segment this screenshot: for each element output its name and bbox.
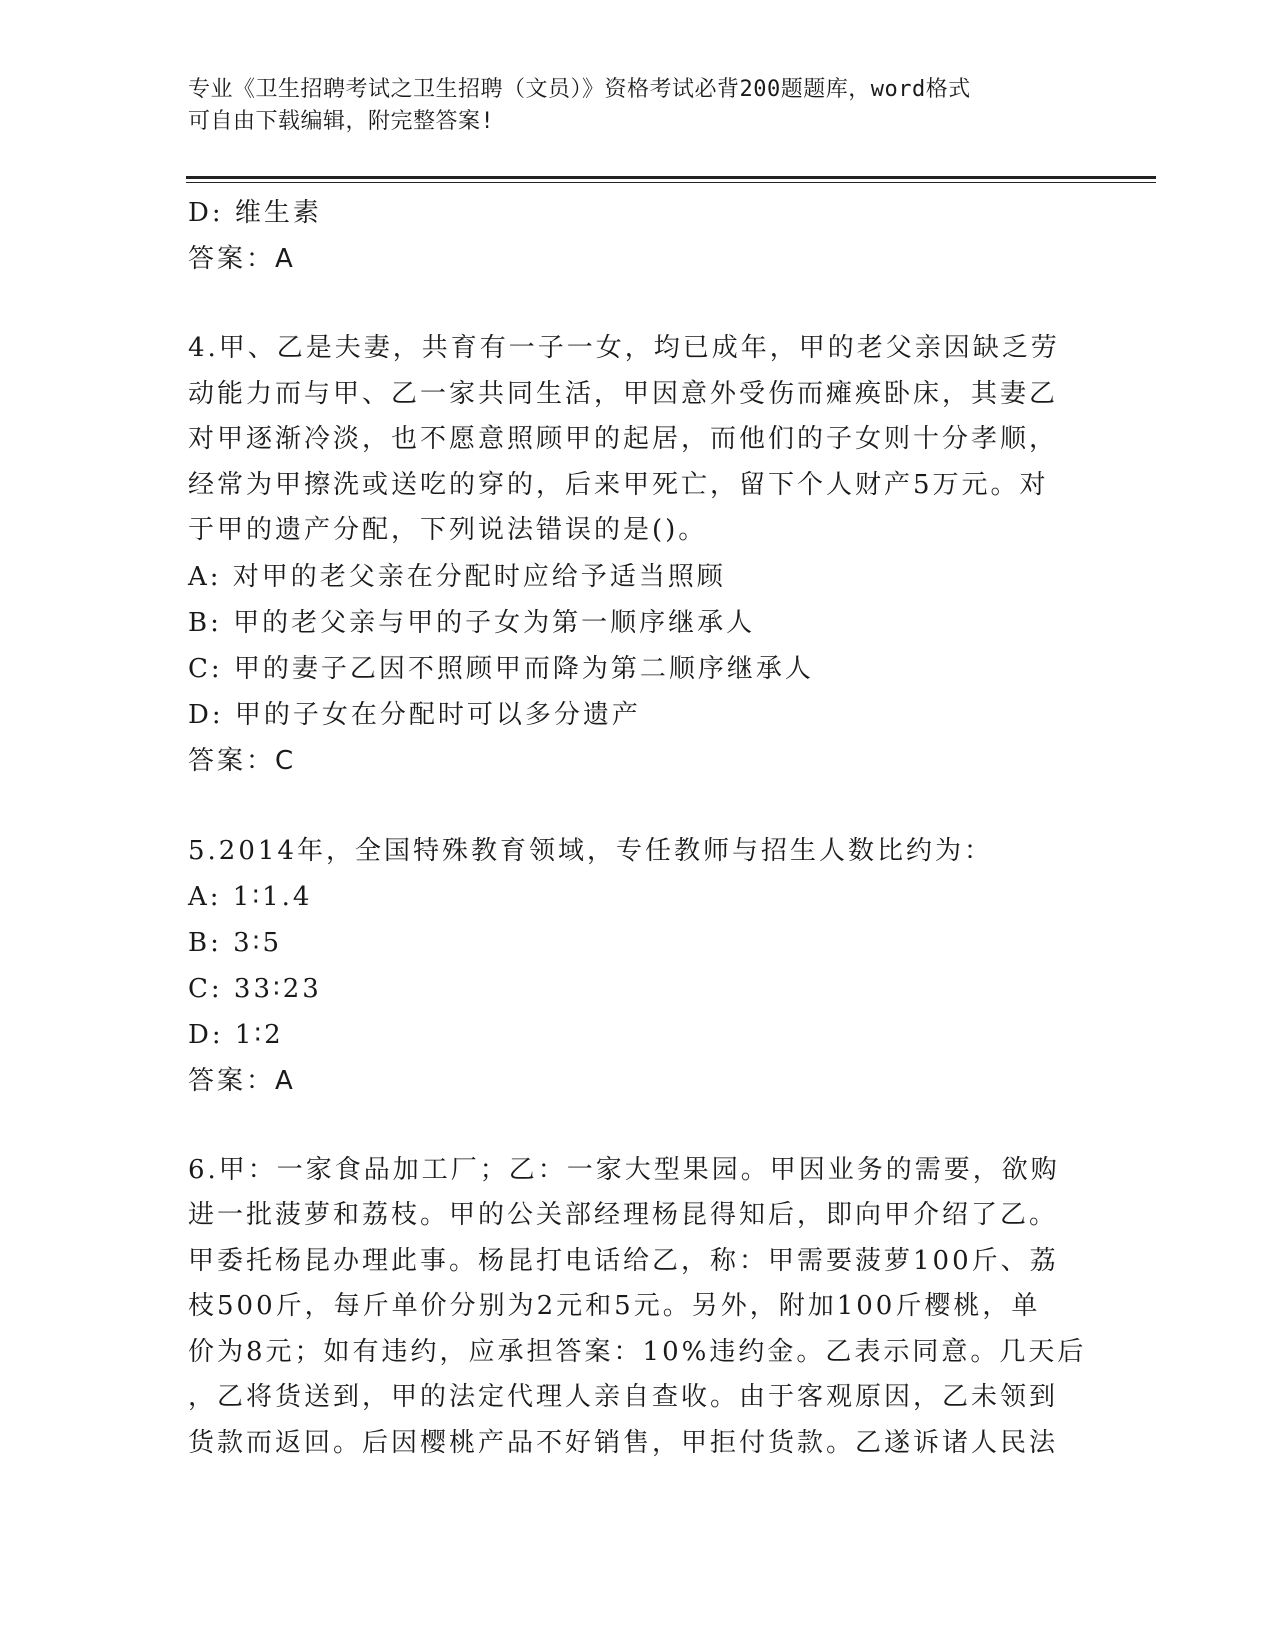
spacer <box>188 282 1088 326</box>
stem-line: 4.甲、乙是夫妻，共育有一子一女，均已成年，甲的老父亲因缺乏劳 <box>188 333 1060 363</box>
answer-label: 答案：A <box>188 1065 296 1096</box>
answer-label: 答案：A <box>188 244 296 274</box>
stem-line: 6.甲：一家食品加工厂；乙：一家大型果园。甲因业务的需要，欲购 <box>188 1154 1060 1185</box>
header-divider-thick <box>186 176 1156 179</box>
document-header <box>188 74 1068 138</box>
stem-line: 价为8元；如有违约，应承担答案：10%违约金。乙表示同意。几天后 <box>188 1336 1087 1367</box>
option-c: C: 甲的妻子乙因不照顾甲而降为第二顺序继承人 <box>188 653 814 684</box>
option-b: B: 3∶5 <box>188 927 282 958</box>
question-3-tail <box>188 190 1088 282</box>
option-b: B: 甲的老父亲与甲的子女为第一顺序继承人 <box>188 607 756 638</box>
stem-line: 动能力而与甲、乙一家共同生活，甲因意外受伤而瘫痪卧床，其妻乙 <box>188 378 1059 409</box>
answer-label: 答案：C <box>188 745 297 776</box>
question-4 <box>188 326 1088 784</box>
stem-line: ，乙将货送到，甲的法定代理人亲自查收。由于客观原因，乙未领到 <box>188 1382 1059 1412</box>
stem-line: 进一批菠萝和荔枝。甲的公关部经理杨昆得知后，即向甲介绍了乙。 <box>188 1200 1059 1230</box>
document-body <box>188 190 1088 1466</box>
option-a: A: 对甲的老父亲在分配时应给予适当照顾 <box>188 561 726 592</box>
header-line-2: 可自由下载编辑，附完整答案! <box>188 109 495 134</box>
question-6 <box>188 1148 1088 1467</box>
option-a: A: 1∶1.4 <box>188 881 313 912</box>
header-divider-thin <box>186 182 1156 183</box>
stem-line: 枝500斤，每斤单价分别为2元和5元。另外，附加100斤樱桃，单 <box>188 1291 1041 1321</box>
question-stem <box>188 1148 1088 1467</box>
stem-line: 于甲的遗产分配，下列说法错误的是()。 <box>188 515 708 545</box>
option-c: C: 33∶23 <box>188 973 322 1004</box>
stem-line: 甲委托杨昆办理此事。杨昆打电话给乙，称：甲需要菠萝100斤、荔 <box>188 1245 1059 1276</box>
stem-line: 对甲逐渐冷淡，也不愿意照顾甲的起居，而他们的子女则十分孝顺， <box>188 424 1059 454</box>
option-d: D: 维生素 <box>188 198 322 228</box>
option-d: D: 1∶2 <box>188 1019 284 1050</box>
stem-line: 经常为甲擦洗或送吃的穿的，后来甲死亡，留下个人财产5万元。对 <box>188 469 1049 500</box>
question-5 <box>188 828 1088 1104</box>
question-stem <box>188 326 1088 554</box>
option-d: D: 甲的子女在分配时可以多分遗产 <box>188 699 641 730</box>
question-stem: 5.2014年，全国特殊教育领域，专任教师与招生人数比约为： <box>188 835 993 866</box>
spacer <box>188 1104 1088 1148</box>
spacer <box>188 784 1088 828</box>
stem-line: 货款而返回。后因樱桃产品不好销售，甲拒付货款。乙遂诉诸人民法 <box>188 1427 1059 1458</box>
header-line-1: 专业《卫生招聘考试之卫生招聘（文员）》资格考试必背200题题库，word格式 <box>188 77 971 102</box>
